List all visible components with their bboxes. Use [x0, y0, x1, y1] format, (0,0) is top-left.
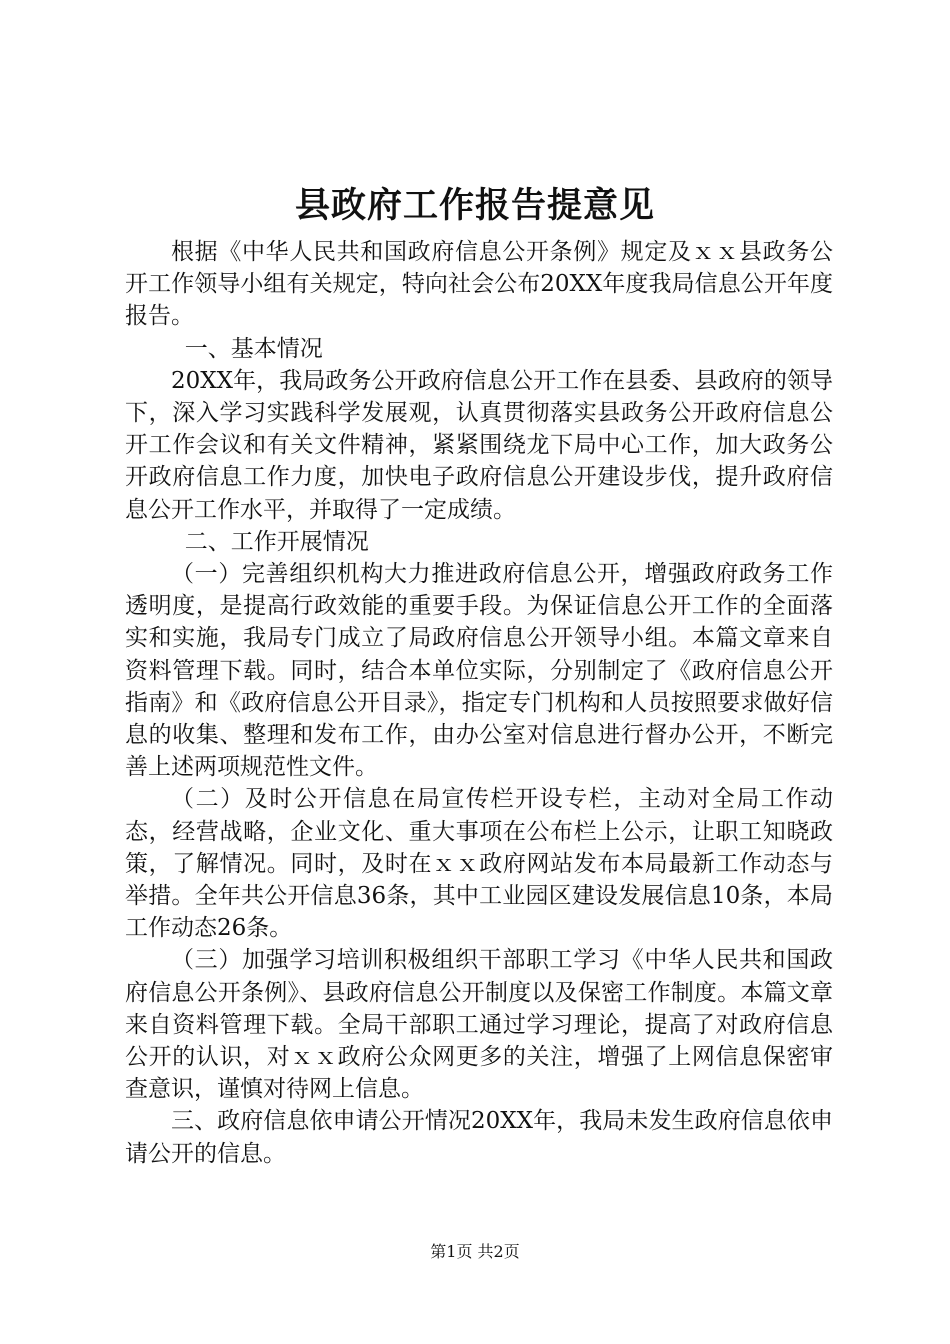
section-heading-basic: 一、基本情况 — [184, 335, 323, 362]
paragraph-work-3: （三）加强学习培训积极组织干部职工学习《中华人民共和国政府信息公开条例》、县政府信息公开制度以及保密工作制度。本篇文章来自资料管理下载。全局干部职工通过学习理论，提高了对政府信息公开的认识，对ｘｘ政府公众网更多的关注，增强了上网信息保密审查意识，谨慎对待网上信息。 — [125, 947, 833, 1103]
paragraph-work-2: （二）及时公开信息在局宣传栏开设专栏，主动对全局工作动态，经营战略，企业文化、重大事项在公布栏上公示，让职工知晓政策，了解情况。同时，及时在ｘｘ政府网站发布本局最新工作动态与举措。全年共公开信息36条，其中工业园区建设发展信息10条，本局工作动态26条。 — [125, 786, 833, 942]
page-number: 第1页 共2页 — [430, 1242, 520, 1261]
section-heading-work: 二、工作开展情况 — [184, 528, 369, 555]
paragraph-basic: 20XX年，我局政务公开政府信息公开工作在县委、县政府的领导下，深入学习实践科学发展观，认真贯彻落实县政务公开政府信息公开工作会议和有关文件精神，紧紧围绕龙下局中心工作，加大政务公开政府信息工作力度，加快电子政府信息公开建设步伐，提升政府信息公开工作水平，并取得了一定成绩。 — [125, 367, 833, 523]
paragraph-application: 三、政府信息依申请公开情况20XX年，我局未发生政府信息依申请公开的信息。 — [125, 1108, 833, 1167]
paragraph-work-1: （一）完善组织机构大力推进政府信息公开，增强政府政务工作透明度，是提高行政效能的重要手段。为保证信息公开工作的全面落实和实施，我局专门成立了局政府信息公开领导小组。本篇文章来自资料管理下载。同时，结合本单位实际，分别制定了《政府信息公开指南》和《政府信息公开目录》，指定专门机构和人员按照要求做好信息的收集、整理和发布工作，由办公室对信息进行督办公开，不断完善上述两项规范性文件。 — [125, 561, 833, 781]
paragraph-intro: 根据《中华人民共和国政府信息公开条例》规定及ｘｘ县政务公开工作领导小组有关规定，特向社会公布20XX年度我局信息公开年度报告。 — [125, 239, 833, 330]
document-body — [125, 236, 833, 1170]
document-title: 县政府工作报告提意见 — [294, 185, 655, 226]
